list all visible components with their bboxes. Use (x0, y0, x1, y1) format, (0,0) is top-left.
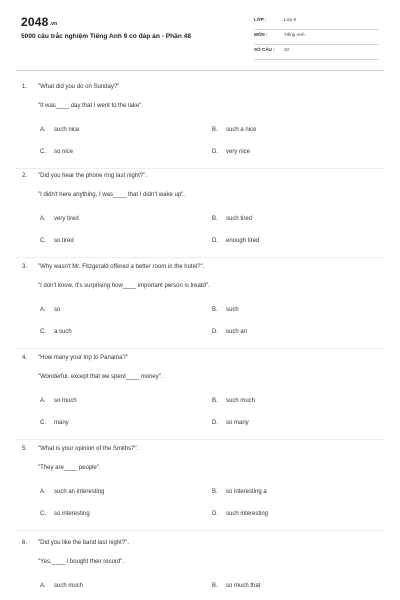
question-sentence: "Wonderful, except that we spent____ money". (38, 374, 163, 380)
option-letter: D. (212, 511, 218, 517)
option-d[interactable] (212, 238, 259, 244)
option-a[interactable] (40, 216, 79, 222)
option-a[interactable] (40, 307, 60, 313)
question-item (0, 446, 400, 536)
question-separator (16, 257, 384, 258)
question-text: "What did you do on Sunday?" (38, 84, 120, 90)
option-text: such a nice (226, 127, 257, 133)
question-item (0, 84, 400, 174)
option-b[interactable] (212, 583, 260, 589)
question-number: 3. (22, 264, 28, 270)
option-text: such interesting (226, 511, 269, 517)
meta-label: MÔN : (254, 32, 268, 37)
option-letter: A. (40, 216, 46, 222)
option-letter: C. (40, 329, 46, 335)
option-text: such tired (226, 216, 253, 222)
option-a[interactable] (40, 583, 83, 589)
option-d[interactable] (212, 149, 250, 155)
option-b[interactable] (212, 398, 255, 404)
option-letter: A. (40, 307, 46, 313)
option-letter: C. (40, 238, 46, 244)
question-item (0, 173, 400, 263)
option-letter: C. (40, 420, 46, 426)
option-letter: B. (212, 307, 218, 313)
option-letter: A. (40, 489, 46, 495)
option-text: very tired (54, 216, 79, 222)
option-text: so much (54, 398, 77, 404)
option-letter: A. (40, 398, 46, 404)
option-text: such (226, 307, 239, 313)
question-separator (16, 168, 384, 169)
option-a[interactable] (40, 489, 104, 495)
question-sentence: "They are____ people". (38, 465, 101, 471)
option-d[interactable] (212, 329, 247, 335)
option-text: very nice (226, 149, 251, 155)
document-title: 5000 câu trắc nghiệm Tiếng Anh 9 có đáp án - Phần 48 (21, 33, 192, 40)
option-a[interactable] (40, 398, 77, 404)
option-letter: B. (212, 583, 218, 589)
option-b[interactable] (212, 127, 256, 133)
option-letter: B. (212, 398, 218, 404)
option-text: such much (226, 398, 256, 404)
question-number: 2. (22, 173, 28, 179)
option-b[interactable] (212, 307, 239, 313)
option-letter: B. (212, 489, 218, 495)
option-text: many (54, 420, 69, 426)
question-number: 1. (22, 84, 28, 90)
question-separator (16, 530, 384, 531)
option-text: so (54, 307, 61, 313)
question-item (0, 264, 400, 354)
option-text: so much that (226, 583, 261, 589)
meta-value: Lớp 9 (284, 17, 296, 22)
option-letter: C. (40, 511, 46, 517)
question-text: "Why wasn't Mr. Fitzgerald offered a better room in the hotel?". (38, 264, 205, 270)
option-a[interactable] (40, 127, 79, 133)
option-c[interactable] (40, 329, 72, 335)
question-sentence: "Yes,____ I bought their record". (38, 559, 125, 565)
option-text: so many (226, 420, 249, 426)
question-text: "Did you hear the phone ring last night?". (38, 173, 147, 179)
option-text: so nice (54, 149, 74, 155)
question-separator (16, 439, 384, 440)
option-letter: C. (40, 149, 46, 155)
option-c[interactable] (40, 238, 74, 244)
question-item (0, 355, 400, 445)
option-c[interactable] (40, 511, 90, 517)
option-letter: D. (212, 149, 218, 155)
question-sentence: "I didn't here anything, I was____ that I didn't wake up". (38, 192, 185, 198)
option-text: so interesting (54, 511, 90, 517)
meta-label: LỚP : (254, 17, 267, 22)
option-text: such an interesting (54, 489, 105, 495)
question-number: 5. (22, 446, 28, 452)
question-sentence: "I don't know. It's surprising how____ important person is treatd". (38, 283, 210, 289)
option-d[interactable] (212, 511, 268, 517)
question-text: "What is your opinion of the Smiths?". (38, 446, 139, 452)
option-letter: B. (212, 216, 218, 222)
option-d[interactable] (212, 420, 249, 426)
question-number: 4. (22, 355, 28, 361)
logo-suffix: .vn (49, 21, 58, 27)
option-text: enough tired (226, 238, 260, 244)
option-letter: D. (212, 420, 218, 426)
option-text: such an (226, 329, 248, 335)
question-text: "How many your trip to Panama?" (38, 355, 128, 361)
logo-text: 2048 (21, 15, 49, 29)
option-c[interactable] (40, 149, 73, 155)
option-b[interactable] (212, 216, 252, 222)
option-b[interactable] (212, 489, 267, 495)
option-letter: A. (40, 583, 46, 589)
meta-value: Tiếng Anh (284, 32, 305, 37)
question-number: 6. (22, 540, 28, 546)
option-letter: A. (40, 127, 46, 133)
option-text: such nice (54, 127, 80, 133)
meta-label: SỐ CÂU : (254, 47, 275, 52)
question-item (0, 540, 400, 600)
option-letter: B. (212, 127, 218, 133)
option-c[interactable] (40, 420, 69, 426)
question-text: "Did you like the band last night?". (38, 540, 129, 546)
option-text: a such (54, 329, 72, 335)
question-separator (16, 348, 384, 349)
question-sentence: "It was____ day that I went to the lake". (38, 103, 143, 109)
option-text: so tired (54, 238, 74, 244)
option-letter: D. (212, 238, 218, 244)
meta-value: 20 (284, 47, 290, 52)
option-text: such much (54, 583, 84, 589)
option-letter: D. (212, 329, 218, 335)
option-text: so interesting a (226, 489, 267, 495)
